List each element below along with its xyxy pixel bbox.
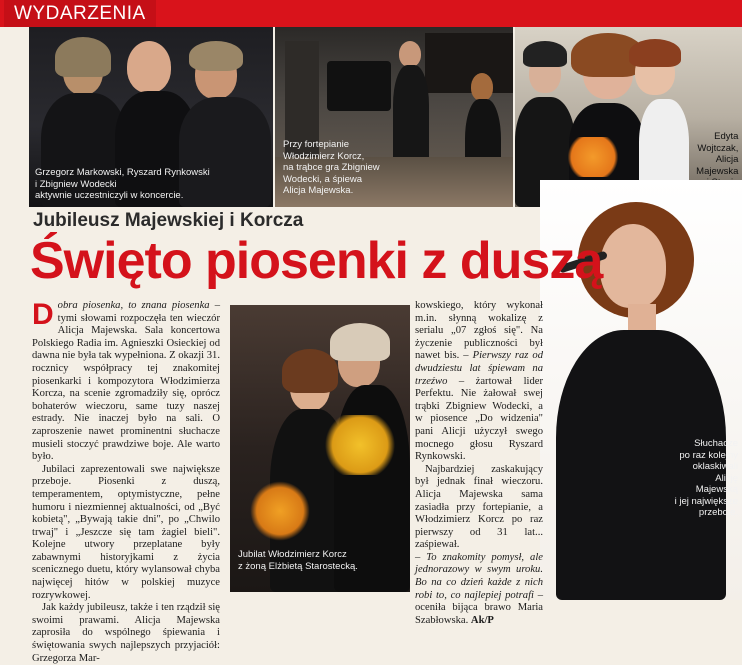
caption-line: Alicja [715,154,739,165]
text-run: – żartował lider Perfektu. Nie żałował swej trąbki Zbigniew Wodecki, a w piosence „Do widzenia" pani Alicji użyczył swego mocnego głosu Ryszard Rynkowski. [415,375,543,463]
caption-line: Alicję [715,472,738,484]
caption-line: Słuchacze [694,438,738,449]
quote: To znakomity pomysł, ale jednorazowy w swym uroku. Bo na co dzień każde z nich robi to, co najlepiej potrafi [415,551,543,601]
text-run: kowskiego, który wykonał m.in. słynną wokalizę z serialu „07 zgłoś się". Na życzenie publiczności był nawet bis. [415,300,543,362]
caption-line: Wodecki, a śpiewa [283,173,363,185]
piano-shape [425,33,513,93]
lead-quote: obra piosenka, to znana piosenka [57,300,210,311]
clothing-shape [393,65,429,165]
caption-line: Majewska [696,165,739,177]
paragraph [415,300,543,464]
author-signature: Ak/P [470,614,494,626]
paragraph [415,552,543,628]
text-run: – [415,551,427,563]
caption-line: po raz kolejny [679,449,738,461]
caption-line: oklaskiwali [692,461,738,472]
hair-shape [523,41,567,67]
hair-shape [189,41,243,71]
caption-line: Włodzimierz Korcz, [283,150,365,162]
caption-line: Edyta [714,131,739,142]
caption-line: Jubilat Włodzimierz Korcz [238,549,347,560]
person-figure [127,41,171,93]
quote: – Pierwszy raz od dwudziestu lat śpiewam na trzeźwo [415,350,543,387]
person-figure [600,224,666,308]
caption-line: Majewską [695,484,738,495]
caption-line: Alicja Majewska. [283,185,354,196]
article-kicker: Jubileusz Majewskiej i Korcza [33,210,304,231]
flower-bouquet [563,137,623,177]
caption-line: i Zbigniew Wodecki [35,178,117,190]
paragraph: Najbardziej zaskakujący był jednak finał wieczoru. Alicja Majewska sama zasiadła przy fortepianie, a Włodzimierz Korcz po raz pierwszy od 31 lat... zaśpiewał. [415,463,543,551]
caption-line: Grzegorz Markowski, Ryszard Rynkowski [35,167,210,178]
piano-shape [327,61,391,111]
hair-shape [330,323,390,361]
section-label: WYDARZENIA [4,0,156,27]
caption-line: na trąbce gra Zbigniew [283,162,380,173]
flower-bouquet [250,481,310,541]
paragraph [32,300,220,464]
paragraph: Jak każdy jubileusz, także i ten rządził się swoimi prawami. Alicja Majewska zaprosiła do wspólnego śpiewania i świętowania swych najlepszych przyjaciół: Grzegorza Mar- [32,602,220,664]
caption-line: przeboje. [698,507,738,518]
sunflower-bouquet [320,415,400,475]
paragraph: Jubilaci zaprezentowali swe największe przeboje. Piosenki z duszą, temperamentem, optymistyczne, pełne humoru i niezmiennej aktualności, od „Być kobietą", „Bywają takie dni", po „Chwilo trwaj" i „Jeszcze się tam żagiel bieli". Kolejne utwory przeplatane były zabawnymi historyjkami z życia scenicznego duetu, który wylansował chyba najwięcej hitów w polskiej muzyce rozrywkowej. [32,463,220,601]
article-headline: Święto piosenki z duszą [30,232,603,290]
drop-cap: D [32,298,54,331]
caption-line: z żoną Elżbietą Starostecką. [238,560,358,572]
photo-concert-stage [275,27,513,207]
article-column-2 [415,300,543,627]
article-column-1 [32,300,220,665]
caption-line: Przy fortepianie [283,139,350,150]
person-figure [471,73,493,101]
photo-caption [658,438,738,519]
hair-shape [55,37,111,77]
person-figure [399,41,421,67]
text-run: – tymi słowami rozpoczęła ten wieczór Alicja Majewska. Sala koncertowa Polskiego Radia im. Agnieszki Osieckiej od dawna nie była tak wypełniona. Z okazji 31. rocznicy współpracy tej znakomitej piosenkarki i kompozytora Włodzimierza Korcza, na scenie zgromadziły się, oprócz bohaterów wieczoru, same tuzy naszej estrady. Nie inaczej było na sali. O zaproszenie nawet prominentni słuchacze musieli stoczyć prawdziwe boje. Ale warto było. [32,300,220,463]
caption-line: Wojtczak, [697,142,739,154]
hair-shape [629,39,681,67]
caption-line: i jej największe [674,495,738,507]
caption-line: aktywnie uczestniczyli w koncercie. [35,190,184,201]
photo-caption [35,167,210,202]
photo-caption [238,549,358,572]
photo-musicians [29,27,273,207]
photo-couple [230,305,410,592]
text-run: – oceniła bijąca brawo Maria Szabłowska. [415,589,543,626]
photo-caption [283,139,380,197]
